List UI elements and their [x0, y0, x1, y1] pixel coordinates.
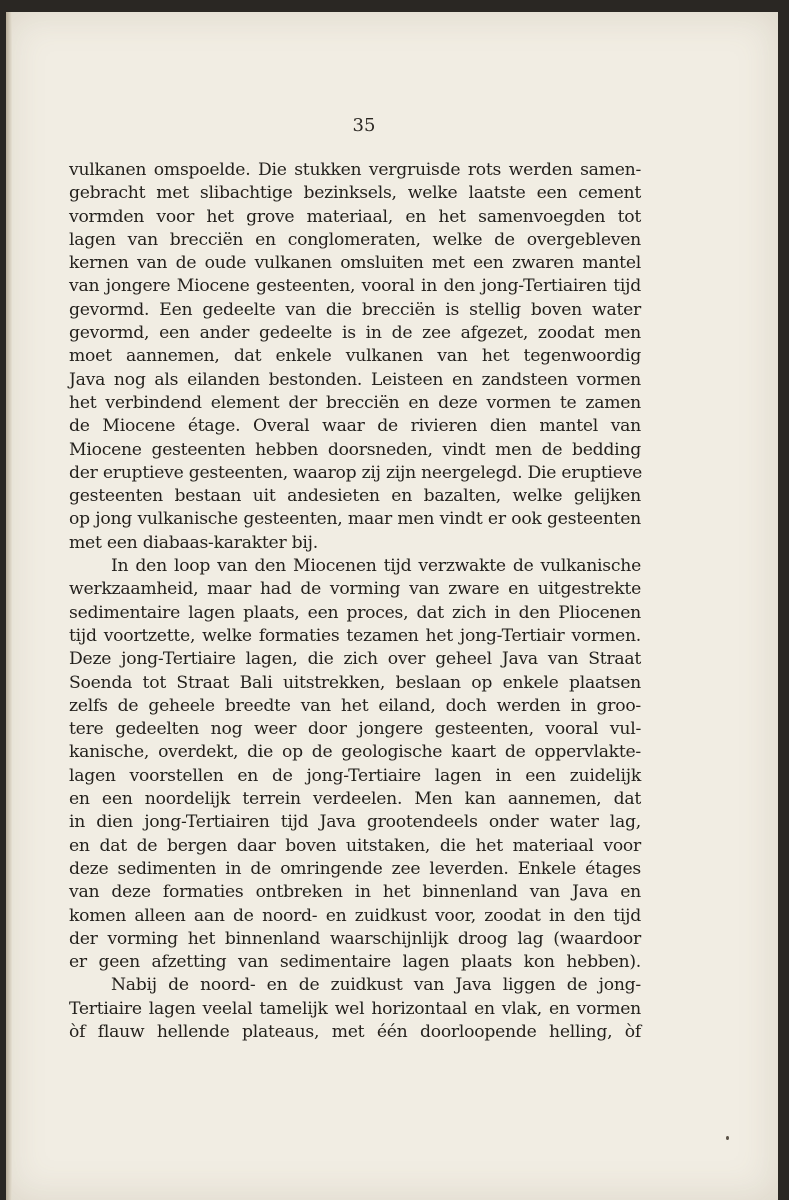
text-line: Soenda tot Straat Bali uitstrekken, beslaan op enkele plaatsen	[69, 672, 641, 693]
text-line: tijd voortzette, welke formaties tezamen het jong-Tertiair vormen.	[69, 625, 641, 646]
text-line: en dat de bergen daar boven uitstaken, die het materiaal voor	[69, 835, 641, 856]
text-line: Deze jong-Tertiaire lagen, die zich over geheel Java van Straat	[69, 649, 641, 670]
page-binding-edge	[6, 12, 12, 1200]
text-line: van deze formaties ontbreken in het binnenland van Java en	[69, 882, 641, 903]
text-line: komen alleen aan de noord- en zuidkust voor, zoodat in den tijd	[69, 905, 641, 926]
text-line: sedimentaire lagen plaats, een proces, dat zich in den Pliocenen	[69, 602, 641, 623]
text-line: gevormd, een ander gedeelte is in de zee afgezet, zoodat men	[69, 323, 641, 344]
paper-speck	[726, 1136, 729, 1140]
text-line: Tertiaire lagen veelal tamelijk wel horizontaal en vlak, en vormen	[69, 998, 641, 1019]
text-line: deze sedimenten in de omringende zee leverden. Enkele étages	[69, 858, 641, 879]
page-number: 35	[352, 115, 376, 136]
text-line: moet aannemen, dat enkele vulkanen van het tegenwoordig	[69, 346, 641, 367]
text-line: tere gedeelten nog weer door jongere gesteenten, vooral vul-	[69, 719, 641, 740]
text-line: In den loop van den Miocenen tijd verzwakte de vulkanische	[111, 556, 641, 577]
text-line: het verbindend element der brecciën en deze vormen te zamen	[69, 392, 641, 413]
book-page	[6, 12, 778, 1200]
text-line: gesteenten bestaan uit andesieten en bazalten, welke gelijken	[69, 486, 641, 507]
text-line: vormden voor het grove materiaal, en het samenvoegden tot	[69, 206, 641, 227]
text-line: van jongere Miocene gesteenten, vooral in den jong-Tertiairen tijd	[69, 276, 641, 297]
body-text	[69, 159, 641, 1044]
text-line: in dien jong-Tertiairen tijd Java grootendeels onder water lag,	[69, 812, 641, 833]
text-line: werkzaamheid, maar had de vorming van zware en uitgestrekte	[69, 579, 641, 600]
text-line: Java nog als eilanden bestonden. Leisteen en zandsteen vormen	[69, 369, 641, 390]
text-line: met een diabaas-karakter bij.	[69, 532, 318, 553]
text-line: lagen van brecciën en conglomeraten, welke de overgebleven	[69, 229, 641, 250]
paragraph-3	[69, 974, 641, 1044]
text-line: Nabij de noord- en de zuidkust van Java liggen de jong-	[111, 975, 641, 996]
text-line: lagen voorstellen en de jong-Tertiaire lagen in een zuidelijk	[69, 765, 641, 786]
text-line: en een noordelijk terrein verdeelen. Men kan aannemen, dat	[69, 789, 641, 810]
text-line: kanische, overdekt, die op de geologische kaart de oppervlakte-	[69, 742, 641, 763]
paragraph-2	[69, 555, 641, 974]
text-line: er geen afzetting van sedimentaire lagen plaats kon hebben).	[69, 952, 641, 973]
paragraph-1	[69, 159, 641, 555]
text-line: op jong vulkanische gesteenten, maar men vindt er ook gesteenten	[69, 509, 641, 530]
text-line: vulkanen omspoelde. Die stukken vergruisde rots werden samen-	[69, 160, 641, 180]
text-line: de Miocene étage. Overal waar de rivieren dien mantel van	[69, 416, 641, 437]
text-line: zelfs de geheele breedte van het eiland, doch werden in groo-	[69, 695, 641, 716]
text-line: gebracht met slibachtige bezinksels, welke laatste een cement	[69, 183, 641, 204]
text-line: Miocene gesteenten hebben doorsneden, vindt men de bedding	[69, 439, 641, 460]
text-line: kernen van de oude vulkanen omsluiten met een zwaren mantel	[69, 253, 641, 274]
text-line: der vorming het binnenland waarschijnlijk droog lag (waardoor	[69, 928, 641, 949]
text-line: der eruptieve gesteenten, waarop zij zijn neergelegd. Die eruptieve	[69, 462, 643, 483]
text-line: òf flauw hellende plateaus, met één doorloopende helling, òf	[69, 1021, 641, 1042]
text-line: gevormd. Een gedeelte van die brecciën is stellig boven water	[69, 299, 641, 320]
